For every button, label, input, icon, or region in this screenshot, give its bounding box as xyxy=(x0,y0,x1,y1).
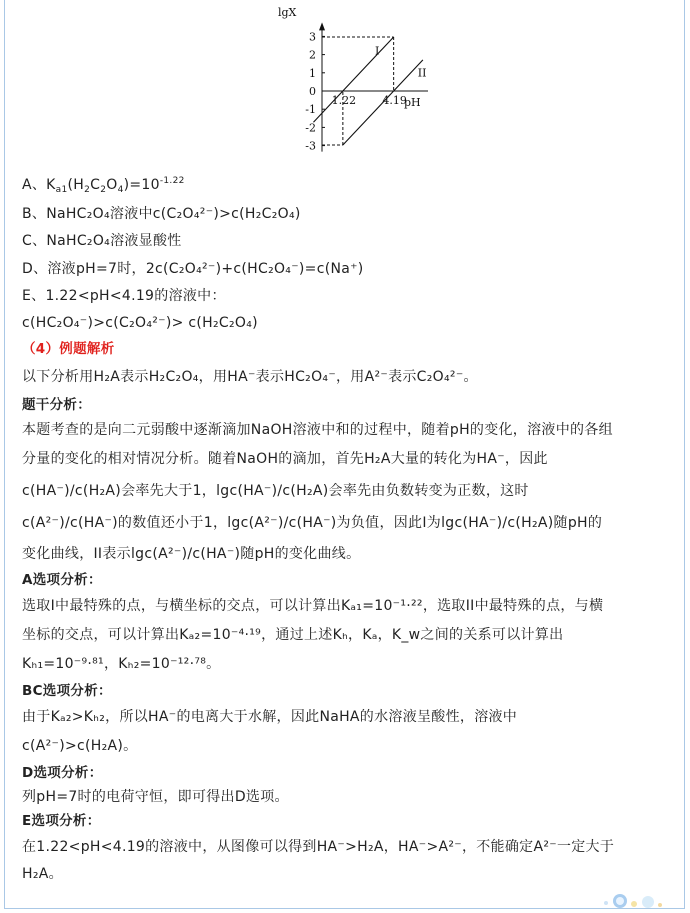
bc-heading: BC选项分析： xyxy=(22,683,112,699)
d-line-1: 列pH=7时的电荷守恒，即可得出D选项。 xyxy=(22,789,289,805)
a-line-2: 坐标的交点，可以计算出Kₐ₂=10⁻⁴·¹⁹，通过上述Kₕ，Kₐ，K_w之间的关系可以计算出 xyxy=(22,627,564,643)
bc-line-2: c(A²⁻)>c(H₂A)。 xyxy=(22,738,138,754)
a-line-3: Kₕ₁=10⁻⁹·⁸¹，Kₕ₂=10⁻¹²·⁷⁸。 xyxy=(22,656,221,672)
option-d: D、溶液pH=7时，2c(C₂O₄²⁻)+c(HC₂O₄⁻)=c(Na⁺) xyxy=(22,261,364,277)
a-line-1: 选取I中最特殊的点，与横坐标的交点，可以计算出Kₐ₁=10⁻¹·²²，选取II中最特殊的点，与横 xyxy=(22,598,604,614)
stem-heading: 题干分析： xyxy=(22,397,91,413)
e-line-1: 在1.22<pH<4.19的溶液中，从图像可以得到HA⁻>H₂A，HA⁻>A²⁻，不能确定A²⁻一定大于 xyxy=(22,839,615,855)
series-label-I: I xyxy=(375,44,380,58)
option-e-cont: c(HC₂O₄⁻)>c(C₂O₄²⁻)> c(H₂C₂O₄) xyxy=(22,315,258,331)
x-axis-label: pH xyxy=(404,96,421,109)
e-heading: E选项分析： xyxy=(22,813,101,829)
option-b: B、NaHC₂O₄溶液中c(C₂O₄²⁻)>c(H₂C₂O₄) xyxy=(22,206,301,222)
y-axis-label: lgX xyxy=(278,6,297,19)
y-tick-label: 2 xyxy=(309,48,316,62)
option-e: E、1.22<pH<4.19的溶液中： xyxy=(22,288,226,304)
intro-text: 以下分析用H₂A表示H₂C₂O₄，用HA⁻表示HC₂O₄⁻，用A²⁻表示C₂O₄²⁻。 xyxy=(22,369,478,385)
d-heading: D选项分析： xyxy=(22,765,103,781)
option-a: A、$K_{a1}(H_2C_2O_4)=10^{-1.22}$ xyxy=(22,176,185,195)
series-line-I xyxy=(313,37,393,122)
stem-line-2: 分量的变化的相对情况分析。随着NaOH的滴加，首先H₂A大量的转化为HA⁻，因此 xyxy=(22,451,548,467)
a-heading: A选项分析： xyxy=(22,572,102,588)
stem-line-1: 本题考查的是向二元弱酸中逐渐滴加NaOH溶液中和的过程中，随着pH的变化，溶液中的各组 xyxy=(22,422,613,438)
decorative-bubbles-icon xyxy=(598,893,668,909)
y-tick-label: -3 xyxy=(305,139,316,153)
y-axis-arrow-icon xyxy=(319,22,325,30)
y-tick-label: 3 xyxy=(309,30,316,44)
lgx-ph-chart xyxy=(268,0,428,158)
stem-line-4: c(A²⁻)/c(HA⁻)的数值还小于1，lgc(A²⁻)/c(HA⁻)为负值，因此I为lgc(HA⁻)/c(H₂A)随pH的 xyxy=(22,515,603,531)
e-line-2: H₂A。 xyxy=(22,866,63,882)
x-tick-label: 4.19 xyxy=(382,94,407,107)
x-tick-label: 1.22 xyxy=(331,94,357,107)
y-tick-label: -1 xyxy=(305,103,316,117)
option-c: C、NaHC₂O₄溶液显酸性 xyxy=(22,233,182,249)
y-tick-label: 0 xyxy=(309,85,316,98)
stem-line-3: c(HA⁻)/c(H₂A)会率先大于1，lgc(HA⁻)/c(H₂A)会率先由负数转变为正数，这时 xyxy=(22,483,529,499)
series-label-II: II xyxy=(417,66,427,80)
y-tick-label: 1 xyxy=(309,66,316,80)
section-4-heading: （4）例题解析 xyxy=(22,341,115,357)
bc-line-1: 由于Kₐ₂>Kₕ₂，所以HA⁻的电离大于水解，因此NaHA的水溶液呈酸性，溶液中 xyxy=(22,709,518,725)
stem-line-5: 变化曲线，II表示lgc(A²⁻)/c(HA⁻)随pH的变化曲线。 xyxy=(22,546,361,562)
y-tick-label: -2 xyxy=(305,121,316,135)
